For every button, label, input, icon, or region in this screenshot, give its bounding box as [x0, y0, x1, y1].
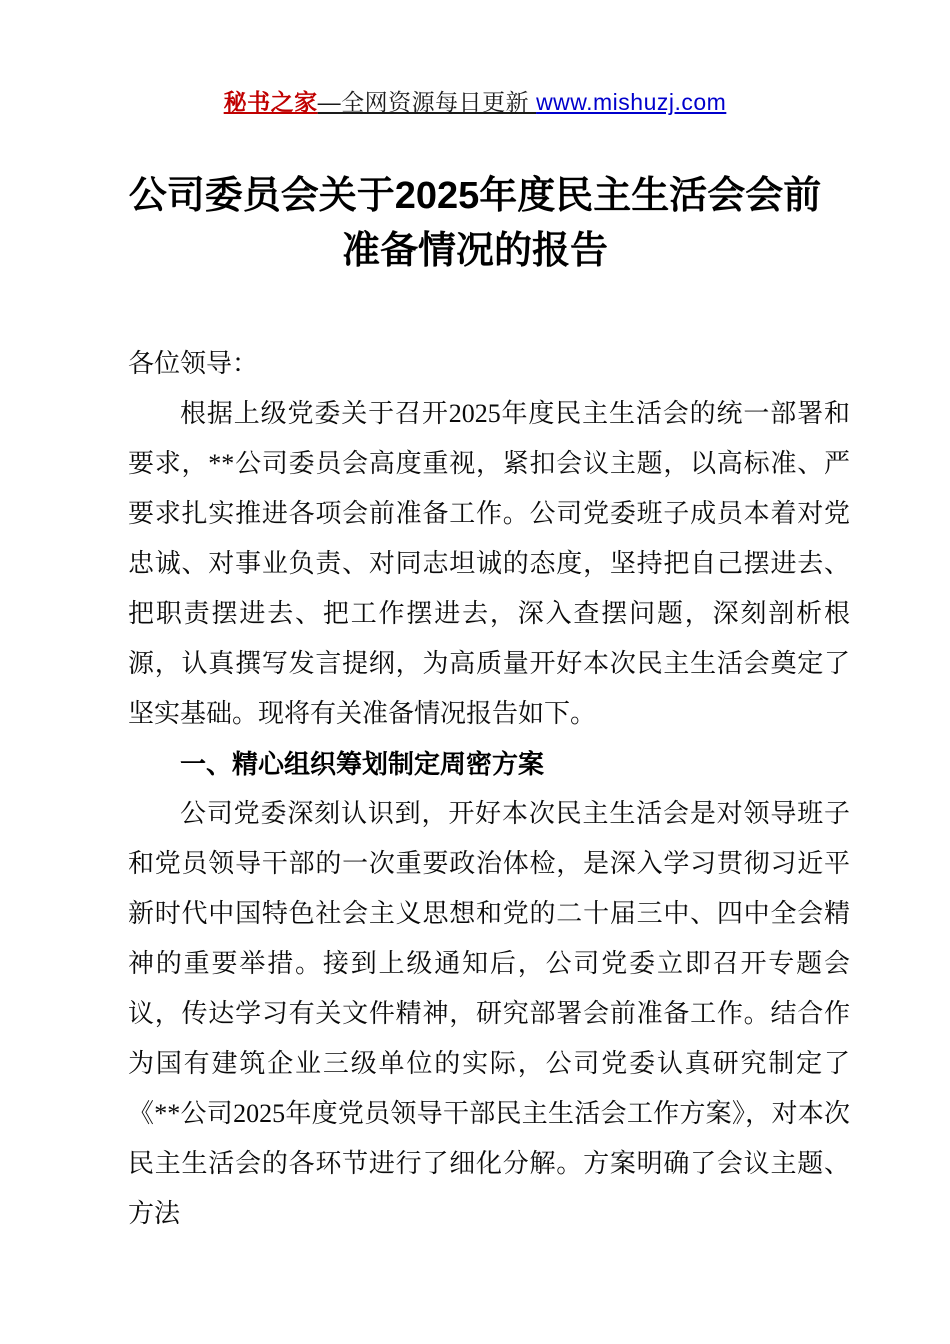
site-tagline: —全网资源每日更新 — [317, 89, 537, 115]
site-url-link[interactable]: www.mishuzj.com — [536, 89, 727, 115]
site-brand: 秘书之家 — [223, 89, 318, 115]
paragraph-1: 根据上级党委关于召开2025年度民主生活会的统一部署和要求，**公司委员会高度重视，紧扣会议主题，以高标准、严要求扎实推进各项会前准备工作。公司党委班子成员本着对党忠诚、对事业负责、对同志坦诚的态度，坚持把自己摆进去、把职责摆进去、把工作摆进去，深入查摆问题，深刻剖析根源，认真撰写发言提纲，为高质量开好本次民主生活会奠定了坚实基础。现将有关准备情况报告如下。 — [128, 399, 850, 729]
paragraph-2: 公司党委深刻认识到，开好本次民主生活会是对领导班子和党员领导干部的一次重要政治体检，是深入学习贯彻习近平新时代中国特色社会主义思想和党的二十届三中、四中全会精神的重要举措。接到上级通知后，公司党委立即召开专题会议，传达学习有关文件精神，研究部署会前准备工作。结合作为国有建筑企业三级单位的实际，公司党委认真研究制定了《**公司2025年度党员领导干部民主生活会工作方案》，对本次民主生活会的各环节进行了细化分解。方案明确了会议主题、方法 — [128, 799, 850, 1229]
document-body — [128, 339, 850, 1239]
section-heading-1: 一、精心组织筹划制定周密方案 — [180, 749, 545, 780]
salutation: 各位领导： — [128, 349, 259, 379]
site-header — [0, 0, 950, 117]
document-title: 公司委员会关于2025年度民主生活会会前准备情况的报告 — [128, 175, 822, 273]
